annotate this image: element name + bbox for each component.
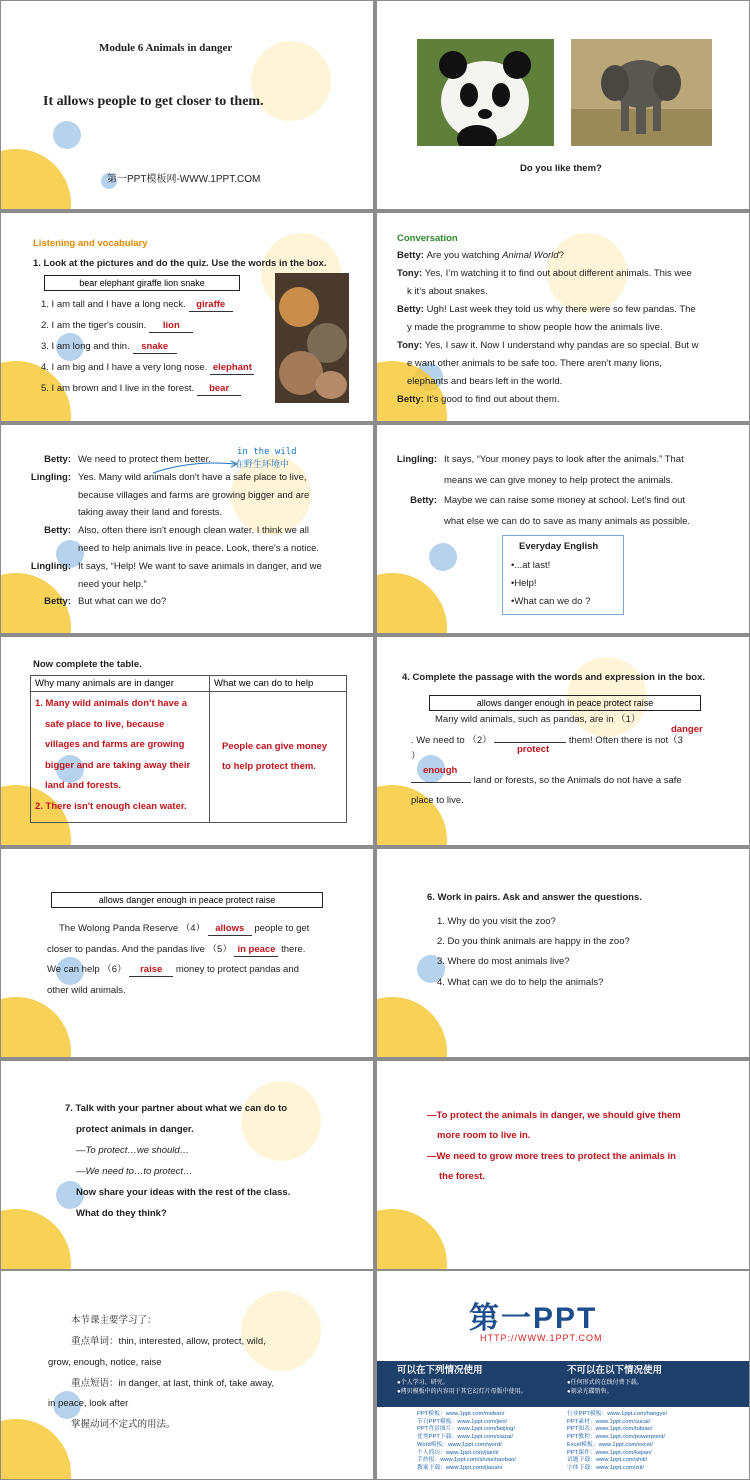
passage-text: closer to pandas. And the pandas live （5） [47, 944, 232, 955]
idea-line: the forest. [439, 1171, 485, 1182]
resource-link[interactable]: 试题下载：www.1ppt.com/shiti/ [567, 1457, 648, 1464]
usage-banner [377, 1361, 749, 1407]
speaker-label: Betty: [397, 304, 427, 315]
resource-link[interactable]: 个人简历：www.1ppt.com/jianli/ [417, 1449, 499, 1456]
summary-line: 重点短语：in danger, at last, think of, take away, [71, 1378, 275, 1389]
conversation-text: elephants and bears left in the world. [407, 376, 563, 387]
footer-text: 第一PPT模板网-WWW.1PPT.COM [107, 174, 261, 185]
box-title: Everyday English [519, 541, 599, 552]
conversation-line [407, 376, 562, 388]
note-english: in the wild [237, 447, 297, 457]
answer-protect: protect [517, 744, 550, 755]
resource-link[interactable]: PPT图表：www.1ppt.com/tubiao/ [567, 1426, 653, 1433]
help-line: People can give money [222, 741, 328, 752]
dialogue-text: We need to protect them better. [78, 454, 211, 465]
box-item: •What can we do ? [511, 596, 591, 607]
brand-url[interactable]: HTTP://WWW.1PPT.COM [480, 1333, 603, 1343]
decor-circle [377, 785, 447, 845]
section-label: Conversation [397, 233, 458, 244]
dialogue-text: Also, often there isn't enough clean water. I think we all [78, 525, 310, 537]
everyday-english-box [502, 535, 624, 615]
quiz-question: 1. I am tall and I have a long neck. [41, 299, 186, 310]
elephant-photo [571, 39, 712, 146]
answer-in-peace: in peace [234, 944, 278, 957]
conversation-text: k it’s about snakes. [407, 286, 488, 297]
quiz-answer: elephant [210, 362, 254, 375]
passage-text: . We need to （2） [411, 735, 492, 746]
decor-circle [1, 1209, 71, 1269]
talk-line: protect animals in danger. [76, 1124, 194, 1135]
decor-circle [429, 543, 457, 571]
slide-questions[interactable] [377, 849, 749, 1057]
conversation-line [397, 394, 559, 406]
summary-line: 重点单词：thin, interested, allow, protect, wild, [71, 1336, 266, 1347]
answer-enough: enough [423, 765, 458, 776]
passage-line: place to live. [411, 795, 464, 806]
slide-passage[interactable] [377, 637, 749, 845]
resource-link[interactable]: PPT背景图片：www.1ppt.com/beijing/ [417, 1426, 515, 1433]
passage-text: there. [281, 944, 306, 955]
resource-link[interactable]: 优秀PPT下载：www.1ppt.com/xiazai/ [417, 1434, 513, 1441]
can-item: ●个人学习、研究。 [397, 1380, 449, 1386]
question-item: 1. Why do you visit the zoo? [437, 916, 556, 927]
passage-line: ） [411, 751, 421, 762]
passage-heading: 4. Complete the passage with the words and expression in the box. [402, 672, 706, 683]
passage-line: Many wild animals, such as pandas, are in （1） [435, 714, 641, 725]
idea-line: more room to live in. [437, 1130, 531, 1141]
cannot-item: ●任何形式的在线付费下载。 [567, 1380, 643, 1386]
talk-line: —We need to…to protect… [76, 1166, 193, 1177]
speaker-label: Betty: [44, 525, 71, 537]
slide-dialogue[interactable] [1, 425, 373, 633]
conversation-text: It’s good to find out about them. [426, 394, 560, 405]
decor-circle [1, 1419, 71, 1479]
dialogue-text: what else we can do to save as many animals as possible. [444, 515, 691, 527]
dialogue-text: need to help animals live in peace. Look, there's a notice. [78, 543, 320, 554]
module-title: Module 6 Animals in danger [99, 42, 233, 54]
word-box: bear elephant giraffe lion snake [44, 275, 240, 291]
conversation-line [407, 322, 663, 334]
passage-text: money to protect pandas and [175, 964, 299, 975]
section-label: Listening and vocabulary [33, 238, 148, 249]
decor-circle [241, 1081, 321, 1161]
reason-line: 2. There isn't enough clean water. [35, 800, 187, 812]
passage-line [59, 923, 309, 936]
help-line: to help protect them. [222, 761, 316, 772]
passage-text: people to get [254, 923, 310, 934]
slide-table[interactable] [1, 637, 373, 845]
speaker-label: Tony: [397, 340, 425, 351]
slide-summary[interactable] [1, 1271, 373, 1479]
quiz-answer: lion [149, 320, 193, 333]
slide-talk[interactable] [1, 1061, 373, 1269]
quiz-instruction: 1. Look at the pictures and do the quiz. Use the words in the box. [33, 258, 327, 269]
quiz-question: 2. I am the tiger's cousin. [41, 320, 147, 331]
reason-line: bigger and are taking away their [45, 759, 191, 771]
passage-text: The Wolong Panda Reserve （4） [59, 923, 206, 934]
talk-line: 7. Talk with your partner about what we can do to [65, 1103, 288, 1114]
dialogue-text: need your help.” [78, 578, 147, 590]
conversation-text: Yes, I saw it. Now I understand why pandas are so special. But w [424, 340, 699, 351]
talk-line: —To protect…we should… [76, 1145, 190, 1156]
speaker-label: Lingling: [396, 454, 437, 465]
resource-link[interactable]: 教案下载：www.1ppt.com/jiaoan/ [417, 1464, 503, 1471]
resource-link[interactable]: PPT教程：www.1ppt.com/powerpoint/ [567, 1434, 665, 1441]
dialogue-text: taking away their land and forests. [78, 507, 223, 519]
dialogue-text: Maybe we can raise some money at school. Let's find out [444, 495, 686, 506]
table-heading: Now complete the table. [33, 659, 142, 670]
conversation-text: e want other animals to be safe too. There aren’t many lions, [407, 358, 662, 369]
conversation-text: Are you watching Animal World? [426, 250, 564, 261]
slide-photos[interactable] [377, 1, 749, 209]
resource-link[interactable]: 行业PPT模板：www.1ppt.com/hangye/ [567, 1411, 668, 1417]
resource-link[interactable]: PPT模板：www.1ppt.com/moban/ [417, 1411, 505, 1417]
decor-circle [377, 1209, 447, 1269]
quiz-answer: giraffe [189, 299, 233, 312]
question-text: Do you like them? [520, 163, 602, 174]
summary-line: 掌握动词不定式的用法。 [71, 1419, 176, 1430]
conversation-line [407, 358, 662, 370]
panda-photo [417, 39, 554, 146]
speaker-label: Lingling: [30, 560, 71, 572]
comparison-table [30, 675, 347, 823]
resource-link[interactable]: Word模板：www.1ppt.com/word/ [417, 1441, 502, 1448]
lesson-title: It allows people to get closer to them. [43, 94, 264, 109]
passage-line [47, 944, 305, 957]
quiz-item [41, 299, 233, 312]
speaker-label: Betty: [397, 394, 427, 405]
answer-danger: danger [671, 724, 703, 735]
dialogue-text: But what can we do? [78, 596, 167, 608]
speaker-label: Tony: [397, 268, 425, 279]
questions-heading: 6. Work in pairs. Ask and answer the questions. [427, 892, 642, 903]
idea-line: —To protect the animals in danger, we should give them [427, 1110, 681, 1121]
panda-icon [417, 39, 554, 146]
speaker-label: Betty: [44, 596, 71, 608]
question-item: 2. Do you think animals are happy in the zoo? [437, 936, 630, 947]
resource-link[interactable]: 手抄报：www.1ppt.com/shouchaobao/ [417, 1457, 516, 1464]
blank-2 [494, 742, 566, 743]
quiz-item [41, 362, 254, 375]
passage-text: land or forests, so the Animals do not have a safe [473, 775, 682, 786]
decor-circle [241, 1291, 321, 1371]
conversation-text: Ugh! Last week they told us why there were so few pandas. The [426, 304, 696, 315]
can-item: ●拷贝模板中的内容用于其它幻灯片母版中使用。 [397, 1389, 527, 1395]
summary-line: 本节课主要学习了： [71, 1315, 157, 1326]
slide-ideas[interactable] [377, 1061, 749, 1269]
slide-passage-2[interactable] [1, 849, 373, 1057]
can-title: 可以在下列情况使用 [397, 1365, 483, 1376]
passage-text: them! Often there is not（3 [568, 735, 683, 746]
word-box: allows danger enough in peace protect raise [51, 892, 323, 908]
question-item: 3. Where do most animals live? [437, 956, 570, 967]
resource-link[interactable]: PPT课件：www.1ppt.com/kejian/ [567, 1449, 652, 1456]
resource-link[interactable]: PPT素材：www.1ppt.com/sucai/ [567, 1418, 651, 1425]
decor-circle [377, 997, 447, 1057]
decor-circle [377, 573, 447, 633]
reason-line: safe place to live, because [45, 718, 165, 730]
conversation-line [397, 304, 696, 316]
reason-line: 1. Many wild animals don’t have a [35, 698, 188, 709]
summary-line: grow, enough, notice, raise [48, 1357, 162, 1368]
speaker-label: Betty: [410, 495, 437, 506]
blank-3 [411, 782, 471, 783]
conversation-line [397, 268, 692, 280]
table-header: What we can do to help [210, 676, 347, 692]
resource-link[interactable]: Excel模板：www.1ppt.com/excel/ [567, 1441, 654, 1448]
passage-line [411, 775, 682, 787]
collage-icon [275, 273, 349, 403]
elephant-icon [571, 39, 712, 146]
slide-quiz[interactable] [1, 213, 373, 421]
table-header: Why many animals are in danger [31, 676, 210, 692]
animal-collage [275, 273, 349, 403]
summary-line: in peace, look after [48, 1398, 129, 1409]
note-chinese: 在野生环境中 [235, 459, 290, 469]
answer-allows: allows [208, 923, 252, 936]
slide-conversation[interactable] [377, 213, 749, 421]
speaker-label: Lingling: [30, 471, 71, 483]
quiz-answer: snake [133, 341, 177, 354]
box-item: •...at last! [511, 560, 551, 571]
answer-raise: raise [129, 964, 173, 977]
dialogue-text: means we can give money to help protect the animals. [444, 474, 674, 486]
conversation-line [397, 250, 564, 262]
quiz-question: 5. I am brown and I live in the forest. [41, 383, 195, 394]
reason-line: land and forests. [45, 780, 122, 791]
dialogue-text: It says, “Your money pays to look after the animals.” That [444, 454, 684, 465]
slide-title[interactable] [1, 1, 373, 209]
talk-line: Now share your ideas with the rest of the class. [76, 1187, 291, 1198]
speaker-label: Betty: [44, 454, 71, 465]
passage-line: other wild animals. [47, 985, 126, 996]
quiz-item [41, 320, 193, 333]
brand-logo: 第一PPT [469, 1302, 598, 1335]
question-item: 4. What can we do to help the animals? [437, 977, 604, 988]
resource-link[interactable]: 节日PPT模板：www.1ppt.com/jieri/ [417, 1418, 508, 1425]
quiz-item [41, 341, 177, 354]
conversation-line [397, 340, 699, 352]
slide-copyright[interactable] [377, 1271, 749, 1479]
slide-dialogue-2[interactable] [377, 425, 749, 633]
talk-line: What do they think? [76, 1208, 167, 1219]
help-cell [210, 692, 347, 823]
quiz-answer: bear [197, 383, 241, 396]
word-box: allows danger enough in peace protect raise [429, 695, 701, 711]
dialogue-text: because villages and farms are growing bigger and are [78, 489, 310, 501]
quiz-item [41, 383, 241, 396]
speaker-label: Betty: [397, 250, 427, 261]
decor-circle [1, 997, 71, 1057]
box-item: •Help! [511, 578, 537, 589]
decor-circle [53, 121, 81, 149]
reason-line: villages and farms are growing [45, 739, 185, 750]
resource-link[interactable]: 字体下载：www.1ppt.com/ziti/ [567, 1464, 644, 1471]
dialogue-text: It says, “Help! We want to save animals in danger, and we [78, 560, 322, 572]
conversation-text: Yes, I’m watching it to find out about different animals. This wee [424, 268, 692, 279]
reasons-cell [31, 692, 210, 823]
passage-text: We can help （6） [47, 964, 127, 975]
cannot-item: ●刻录光碟销售。 [567, 1389, 613, 1395]
cannot-title: 不可以在以下情况使用 [567, 1365, 663, 1376]
idea-line: —We need to grow more trees to protect the animals in [427, 1151, 676, 1162]
quiz-question: 3. I am long and thin. [41, 341, 130, 352]
conversation-text: y made the programme to show people how the animals live. [407, 322, 663, 333]
dialogue-text: Yes. Many wild animals don't have a safe place to live, [78, 471, 307, 483]
passage-line [47, 964, 299, 977]
quiz-question: 4. I am big and I have a very long nose. [41, 362, 208, 373]
decor-circle [1, 149, 71, 209]
conversation-line [407, 286, 488, 298]
